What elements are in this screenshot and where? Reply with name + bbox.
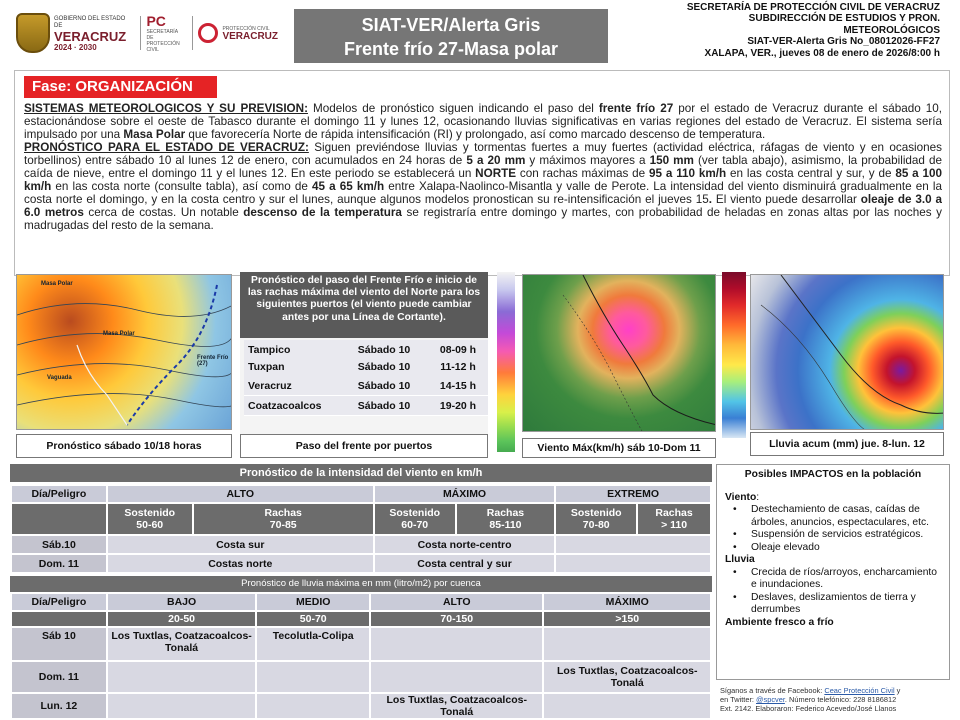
rain-head-cell: BAJO bbox=[107, 593, 257, 611]
wind-head-cell: MÁXIMO bbox=[374, 485, 556, 503]
wind-table-title: Pronóstico de la intensidad del viento en km/h bbox=[10, 464, 712, 482]
impact-item: • Oleaje elevado bbox=[739, 542, 941, 555]
header-info-line: XALAPA, VER., jueves 08 de enero de 2026/8:00 h bbox=[704, 47, 940, 59]
range-value: 50-60 bbox=[136, 519, 164, 531]
rain-head-cell: ALTO bbox=[370, 593, 543, 611]
text-run: Modelos de pronóstico siguen indicando el paso del bbox=[307, 103, 599, 115]
bold-run: 95 a 110 km/h bbox=[649, 166, 727, 180]
footer-line: Ext. 2142. Elaboraron: Federico Acevedo/José Llanos bbox=[720, 704, 897, 714]
basin-cell bbox=[256, 693, 370, 719]
basin-cell: Los Tuxtlas, Coatzacoalcos-Tonalá bbox=[543, 661, 711, 693]
port-name: Tuxpan bbox=[248, 360, 285, 373]
bold-run: 5 a 20 mm bbox=[466, 153, 526, 167]
isobar-lines bbox=[17, 275, 232, 430]
range-value: > 110 bbox=[661, 519, 688, 531]
wind-range-cell bbox=[374, 503, 456, 535]
alert-title bbox=[294, 9, 608, 63]
rain-range-cell: 20-50 bbox=[107, 611, 257, 627]
impacts-title: Posibles IMPACTOS en la población bbox=[744, 469, 922, 480]
basin-cell bbox=[256, 661, 370, 693]
map1-caption: Pronóstico sábado 10/18 horas bbox=[16, 434, 232, 458]
forecast-paragraph bbox=[24, 142, 942, 233]
wind-range-cell bbox=[11, 503, 107, 535]
bold-run: descenso de la temperatura bbox=[243, 205, 402, 219]
map-label: Masa Polar bbox=[103, 331, 135, 337]
bold-run: frente frío 27 bbox=[598, 103, 674, 115]
port-name: Coatzacoalcos bbox=[248, 399, 322, 412]
range-label: Rachas bbox=[655, 507, 693, 519]
rain-head-cell: Día/Peligro bbox=[11, 593, 107, 611]
bold-run: oleaje de 3.0 a 6.0 metros bbox=[24, 192, 942, 219]
pc-logo-text: PC bbox=[146, 13, 166, 29]
wind-range-cell bbox=[456, 503, 556, 535]
zone-cell: Costa central y sur bbox=[374, 554, 556, 573]
rain-day-row bbox=[11, 661, 711, 693]
wind-header-row bbox=[11, 485, 711, 503]
text-run: cerca de costas. Un notable bbox=[83, 205, 244, 219]
systems-paragraph bbox=[24, 103, 942, 142]
text-run: (ver tabla abajo), asimismo, la probabilidad de caída de nieve, entre el domingo 11 y el lunes 12. En este periodo se establecerá un bbox=[24, 153, 942, 180]
coastline-lines bbox=[523, 275, 716, 432]
wind-range-row bbox=[11, 503, 711, 535]
text-run: en las costa central y sur, y de bbox=[726, 166, 896, 180]
range-label: Sostenido bbox=[389, 507, 441, 519]
zone-cell bbox=[555, 554, 711, 573]
state-outline-lines bbox=[751, 275, 944, 430]
basin-cell bbox=[107, 661, 257, 693]
accumulated-rain-map bbox=[750, 274, 944, 430]
bold-run: 150 mm bbox=[649, 153, 694, 167]
port-day: Sábado 10 bbox=[357, 343, 411, 356]
basin-cell bbox=[370, 661, 543, 693]
pc-veracruz-big: VERACRUZ bbox=[222, 31, 279, 42]
bold-run: 85 a 100 km/h bbox=[24, 166, 942, 193]
pc-veracruz-logo bbox=[198, 23, 278, 43]
footer-text: en Twitter: bbox=[720, 695, 757, 705]
rain-day-row bbox=[11, 627, 711, 661]
basin-cell bbox=[107, 693, 257, 719]
text-run: con rachas máximas de bbox=[516, 166, 649, 180]
rain-day-row bbox=[11, 693, 711, 719]
impact-item: • Destechamiento de casas, caídas de árboles, anuncios, espectaculares, etc. bbox=[739, 504, 941, 529]
ports-caption: Paso del frente por puertos bbox=[240, 434, 488, 458]
map-label: Vaguada bbox=[47, 375, 72, 381]
rain-impacts-label: Lluvia bbox=[725, 554, 755, 565]
header-info-line: SUBDIRECCIÓN DE ESTUDIOS Y PRON. bbox=[748, 13, 940, 25]
contact-footer bbox=[720, 686, 956, 714]
rain-color-legend bbox=[722, 272, 746, 438]
day-cell: Dom. 11 bbox=[11, 661, 107, 693]
wind-table bbox=[10, 484, 712, 574]
gov-years-text: 2024 · 2030 bbox=[54, 42, 97, 52]
zone-cell: Costas norte bbox=[107, 554, 374, 573]
gov-state-text: VERACRUZ bbox=[54, 28, 127, 44]
text-run: Siguen previéndose lluvias y tormentas fuertes a muy fuertes (actividad eléctrica, ráfagas de viento y en ocasiones torbellinos) entre sábado 10 al lunes 12 de enero, con acumulados en 24 horas de bbox=[24, 140, 942, 167]
wind-head-cell: EXTREMO bbox=[555, 485, 711, 503]
footer-line bbox=[720, 686, 956, 695]
wind-range-cell bbox=[193, 503, 374, 535]
text-run: El viento puede desarrollar bbox=[712, 192, 861, 206]
wind-head-cell: ALTO bbox=[107, 485, 374, 503]
bulletin-text bbox=[24, 103, 942, 276]
basin-cell: Los Tuxtlas, Coatzacoalcos-Tonalá bbox=[370, 693, 543, 719]
range-label: Rachas bbox=[264, 507, 302, 519]
pc-veracruz-small: PROTECCIÓN CIVIL bbox=[222, 26, 270, 32]
pc-logo bbox=[146, 13, 186, 53]
impact-item: • Deslaves, deslizamientos de tierra y derrumbes bbox=[739, 592, 941, 617]
range-value: 70-85 bbox=[269, 519, 297, 531]
wind-range-cell bbox=[637, 503, 711, 535]
basin-cell bbox=[543, 693, 711, 719]
header-logos bbox=[16, 8, 278, 58]
bold-run: 45 a 65 km/h bbox=[312, 179, 385, 193]
rain-range-cell: >150 bbox=[543, 611, 711, 627]
footer-text: Síganos a través de Facebook: bbox=[720, 686, 825, 695]
basin-cell: Los Tuxtlas, Coatzacoalcos-Tonalá bbox=[107, 627, 257, 661]
alert-title-line2: Frente frío 27-Masa polar bbox=[343, 39, 559, 59]
rain-range-cell bbox=[11, 611, 107, 627]
port-day: Sábado 10 bbox=[357, 399, 411, 412]
port-row bbox=[244, 357, 488, 377]
port-name: Tampico bbox=[248, 343, 291, 356]
rain-range-cell: 50-70 bbox=[256, 611, 370, 627]
port-time: 08-09 h bbox=[439, 343, 477, 356]
header-info bbox=[600, 2, 940, 59]
range-value: 60-70 bbox=[401, 519, 429, 531]
rain-range-cell: 70-150 bbox=[370, 611, 543, 627]
wind-day-row bbox=[11, 535, 711, 554]
text-run: por el estado de Veracruz durante el sábado 10, estacionándose sobre el oeste de Tabasco durante el domingo 11 y lunes 12, ocasionando lluvias significativas en varias regiones del estado de Veracruz. El sistema sería impulsado por una bbox=[24, 103, 942, 141]
gov-small-text: GOBIERNO DEL ESTADO DE bbox=[54, 15, 126, 29]
basin-cell bbox=[543, 627, 711, 661]
port-time: 14-15 h bbox=[439, 379, 477, 392]
port-name: Veracruz bbox=[248, 379, 292, 392]
twitter-link[interactable]: @spcver bbox=[756, 695, 785, 705]
basin-cell bbox=[370, 627, 543, 661]
range-label: Sostenido bbox=[124, 507, 176, 519]
rain-head-cell: MEDIO bbox=[256, 593, 370, 611]
day-cell: Sáb.10 bbox=[11, 535, 107, 554]
day-cell: Lun. 12 bbox=[11, 693, 107, 719]
map-label: Frente Frío (27) bbox=[197, 355, 229, 367]
max-wind-map bbox=[522, 274, 716, 432]
map-label: Masa Polar bbox=[41, 281, 73, 287]
port-time: 11-12 h bbox=[440, 360, 476, 373]
wind-impacts-label bbox=[725, 492, 941, 505]
rain-table-title: Pronóstico de lluvia máxima en mm (litro/m2) por cuenca bbox=[10, 576, 712, 592]
rain-head-cell: MÁXIMO bbox=[543, 593, 711, 611]
header-info-line: SIAT-VER-Alerta Gris No_08012026-FF27 bbox=[747, 36, 940, 48]
synoptic-forecast-map bbox=[16, 274, 232, 430]
footer-line bbox=[720, 695, 956, 704]
wind-head-cell: Día/Peligro bbox=[11, 485, 107, 503]
day-cell: Dom. 11 bbox=[11, 554, 107, 573]
text-run: entre Xalapa-Naolinco-Misantla y valle de Perote. La intensidad del viento disminuirá gradualmente en la costa norte el domingo, y en la costa centro y sur el lunes, aunque algunos modelos pronostican su re-intensificación el jueves 15 bbox=[24, 179, 942, 206]
port-row bbox=[244, 376, 488, 396]
rain-header-row bbox=[11, 593, 711, 611]
port-time: 19-20 h bbox=[439, 399, 477, 412]
port-day: Sábado 10 bbox=[357, 360, 411, 373]
port-row bbox=[244, 396, 488, 416]
systems-heading: SISTEMAS METEOROLÓGICOS Y SU PREVISIÓN: bbox=[24, 103, 308, 115]
ports-header: Pronóstico del paso del Frente Frío e inicio de las rachas máxima del viento del Norte para los siguientes puertos (el viento puede cambiar antes por una Línea de Cortante). bbox=[240, 272, 488, 338]
rain-range-row bbox=[11, 611, 711, 627]
range-value: 85-110 bbox=[489, 519, 522, 531]
header-info-line: SECRETARÍA DE PROTECCIÓN CIVIL DE VERACRUZ bbox=[686, 2, 940, 13]
text-run: y máximos mayores a bbox=[525, 153, 650, 167]
wind-range-cell bbox=[555, 503, 637, 535]
zone-cell: Costa sur bbox=[107, 535, 374, 554]
gov-veracruz-logo bbox=[16, 13, 134, 53]
rain-impacts-list bbox=[739, 567, 941, 617]
pc-logo-small: SECRETARÍA DE PROTECCIÓN CIVIL bbox=[146, 29, 180, 53]
civil-protection-icon bbox=[198, 23, 218, 43]
phase-badge: Fase: ORGANIZACIÓN bbox=[24, 76, 217, 98]
bold-run: NORTE bbox=[475, 166, 517, 180]
wind-map-caption: Viento Máx(km/h) sáb 10-Dom 11 bbox=[522, 438, 716, 458]
alert-title-line1: SIAT-VER/Alerta Gris bbox=[361, 15, 541, 35]
zone-cell bbox=[555, 535, 711, 554]
cold-impact: Ambiente fresco a frío bbox=[725, 616, 834, 628]
range-label: Sostenido bbox=[570, 507, 622, 519]
wind-day-row bbox=[11, 554, 711, 573]
range-value: 70-80 bbox=[582, 519, 610, 531]
text-run: que favorecería Norte de rápida intensificación (RI) y prolongado, así como marcado descenso de temperatura. bbox=[185, 127, 766, 141]
header-info-line: METEOROLÓGICOS bbox=[843, 24, 940, 36]
wind-label-colon: : bbox=[756, 491, 760, 503]
footer-text: . Número telefónico: 228 8186812 bbox=[784, 695, 897, 705]
bold-run: . bbox=[708, 192, 713, 206]
wind-range-cell bbox=[107, 503, 193, 535]
port-day: Sábado 10 bbox=[357, 379, 411, 392]
text-run: se registraría entre domingo y martes, con probabilidad de heladas en zonas altas por las noches y madrugadas del resto de la semana. bbox=[24, 205, 942, 232]
range-label: Rachas bbox=[486, 507, 525, 519]
day-cell: Sáb 10 bbox=[11, 627, 107, 661]
state-seal-icon bbox=[16, 13, 50, 53]
rain-table bbox=[10, 592, 712, 720]
zone-cell: Costa norte-centro bbox=[374, 535, 556, 554]
bold-run: Masa Polar bbox=[123, 127, 186, 141]
basin-cell: Tecolutla-Colipa bbox=[256, 627, 370, 661]
text-run: en las costa norte (consulte tabla), así como de bbox=[51, 179, 313, 193]
impact-item: • Suspensión de servicios estratégicos. bbox=[739, 529, 941, 542]
rain-map-caption: Lluvia acum (mm) jue. 8-lun. 12 bbox=[750, 432, 944, 456]
footer-text: y bbox=[894, 686, 901, 695]
impact-item: • Crecida de ríos/arroyos, encharcamiento e inundaciones. bbox=[739, 567, 941, 592]
wind-label-text: Viento bbox=[725, 491, 757, 503]
impacts-panel bbox=[716, 464, 950, 680]
facebook-link[interactable]: Ceac Protección Civil bbox=[824, 686, 895, 695]
forecast-heading: PRONÓSTICO PARA EL ESTADO DE VERACRUZ: bbox=[24, 140, 309, 154]
wind-color-legend bbox=[497, 272, 515, 452]
wind-impacts-list bbox=[739, 504, 941, 554]
